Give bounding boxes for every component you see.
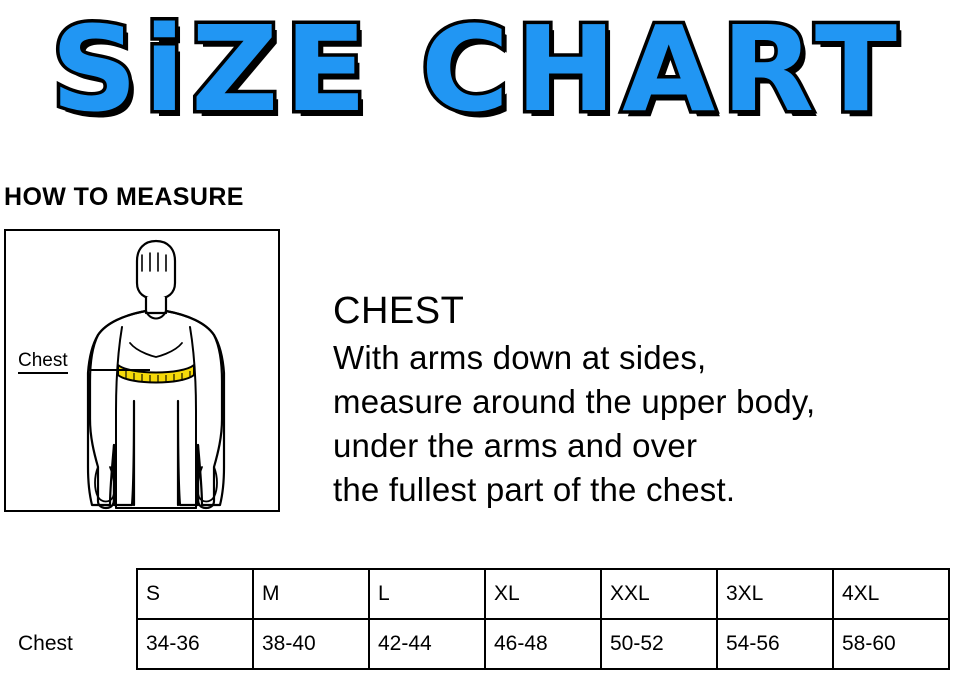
column-header-l: L — [369, 569, 485, 619]
description-body — [333, 336, 943, 512]
cell-chest-xxl: 50-52 — [601, 619, 717, 669]
cell-chest-4xl: 58-60 — [833, 619, 949, 669]
table-row — [4, 619, 949, 669]
cell-chest-s: 34-36 — [137, 619, 253, 669]
cell-chest-3xl: 54-56 — [717, 619, 833, 669]
cell-chest-l: 42-44 — [369, 619, 485, 669]
column-header-xl: XL — [485, 569, 601, 619]
cell-chest-m: 38-40 — [253, 619, 369, 669]
how-to-measure-heading: HOW TO MEASURE — [4, 183, 244, 211]
size-chart-table — [4, 568, 950, 670]
column-header-4xl: 4XL — [833, 569, 949, 619]
description-heading: CHEST — [333, 290, 465, 332]
description-line-3: under the arms and over — [333, 427, 698, 464]
table-header-row — [4, 569, 949, 619]
column-header-xxl: XXL — [601, 569, 717, 619]
description-line-2: measure around the upper body, — [333, 383, 816, 420]
column-header-3xl: 3XL — [717, 569, 833, 619]
description-line-4: the fullest part of the chest. — [333, 471, 736, 508]
column-header-s: S — [137, 569, 253, 619]
page-title-banner — [0, 0, 954, 150]
row-label-chest: Chest — [4, 619, 137, 669]
tape-measure-icon — [118, 365, 194, 383]
cell-chest-xl: 46-48 — [485, 619, 601, 669]
page-title: SiZE CHART — [50, 0, 904, 138]
description-line-1: With arms down at sides, — [333, 339, 707, 376]
figure-chest-label: Chest — [18, 351, 68, 374]
column-header-m: M — [253, 569, 369, 619]
chest-leader-line — [88, 369, 150, 371]
description-block — [333, 288, 943, 512]
table-corner-cell — [4, 569, 137, 619]
